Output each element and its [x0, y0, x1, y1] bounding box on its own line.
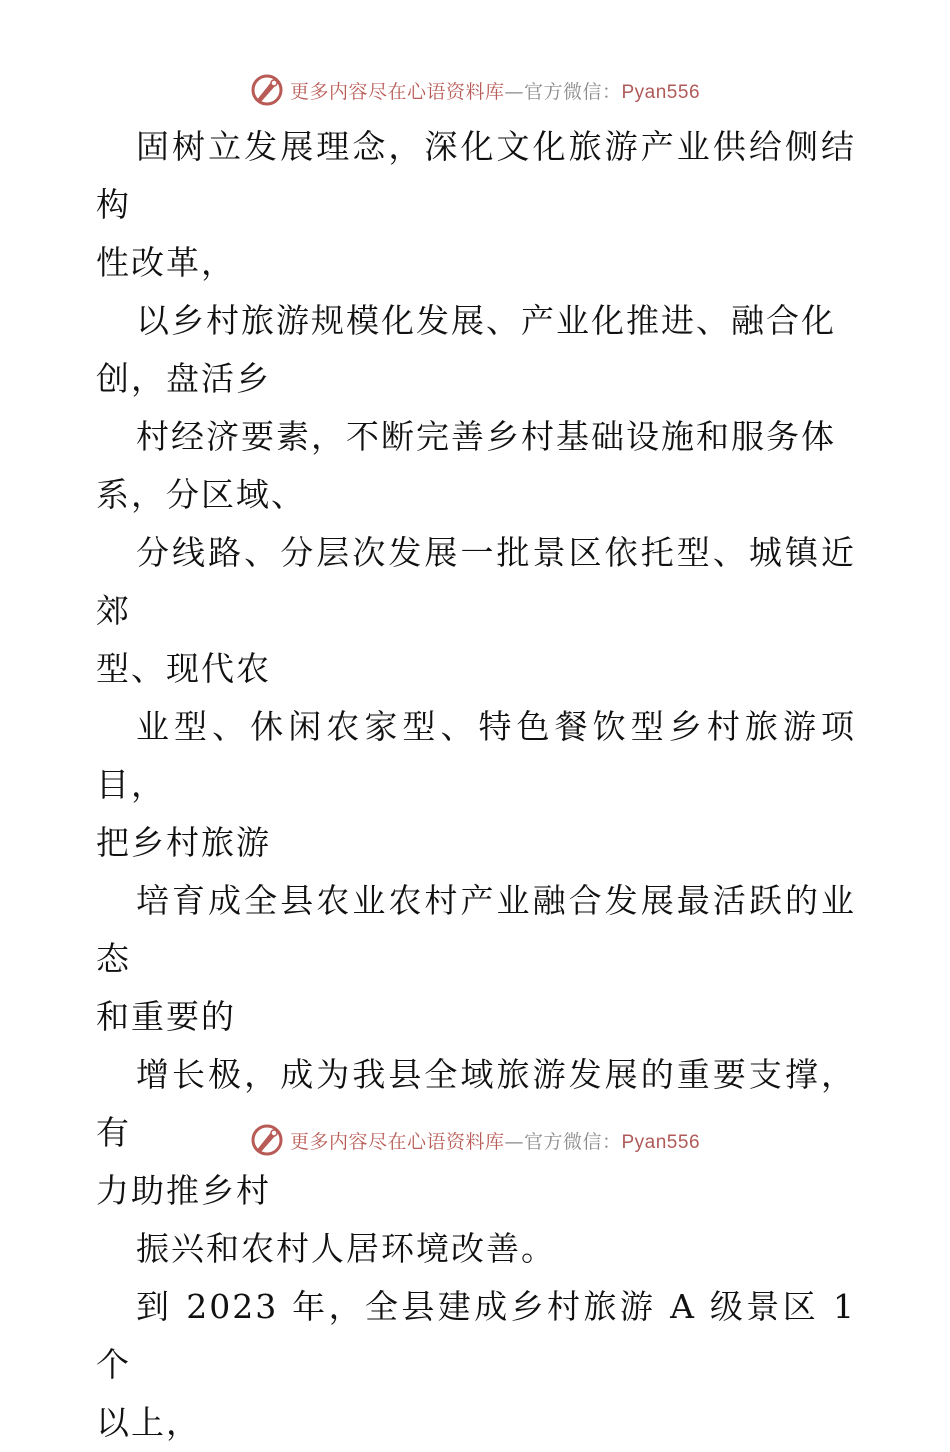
pen-logo-icon [250, 73, 284, 107]
watermark-wechat-id: Pyan556 [621, 81, 701, 103]
paragraph-continuation: 和重要的 [96, 997, 236, 1036]
footer-watermark [0, 1120, 950, 1160]
paragraph [96, 1220, 856, 1278]
paragraph [96, 524, 856, 698]
paragraph [96, 408, 856, 524]
paragraph [96, 1278, 856, 1452]
paragraph [96, 872, 856, 1046]
watermark-wechat-id: Pyan556 [621, 1131, 701, 1153]
paragraph-continuation: 型、现代农 [96, 649, 271, 688]
watermark-text [290, 1127, 700, 1154]
paragraph-first-line: 培育成全县农业农村产业融合发展最活跃的业态 [96, 881, 856, 978]
paragraph [96, 698, 856, 872]
paragraph-continuation: 把乡村旅游 [96, 823, 271, 862]
watermark-brand: 更多内容尽在心语资料库 [289, 80, 505, 103]
paragraph-continuation: 以上， [96, 1403, 201, 1442]
paragraph-continuation: 力助推乡村 [96, 1171, 271, 1210]
paragraph-first-line: 振兴和农村人居环境改善。 [136, 1229, 556, 1268]
paragraph-continuation: 创，盘活乡 [96, 359, 271, 398]
watermark-wechat-label: 官方微信： [523, 1130, 622, 1153]
watermark-dash: — [504, 1130, 524, 1153]
paragraph-first-line: 到 2023 年，全县建成乡村旅游 A 级景区 1 个 [96, 1287, 856, 1384]
paragraph-first-line: 分线路、分层次发展一批景区依托型、城镇近郊 [96, 533, 856, 630]
paragraph-first-line: 村经济要素，不断完善乡村基础设施和服务体 [136, 417, 836, 456]
watermark-brand: 更多内容尽在心语资料库 [289, 1130, 505, 1153]
paragraph-continuation: 性改革， [96, 243, 236, 282]
paragraph-first-line: 以乡村旅游规模化发展、产业化推进、融合化 [136, 301, 836, 340]
paragraph-first-line: 业型、休闲农家型、特色餐饮型乡村旅游项目， [96, 707, 856, 804]
paragraph-continuation: 系，分区域、 [96, 475, 306, 514]
document-body [96, 118, 856, 1452]
paragraph [96, 292, 856, 408]
paragraph-first-line: 增长极，成为我县全域旅游发展的重要支撑，有 [96, 1055, 856, 1152]
paragraph-first-line: 固树立发展理念，深化文化旅游产业供给侧结构 [96, 127, 856, 224]
paragraph [96, 118, 856, 292]
watermark-text [290, 77, 700, 104]
pen-logo-icon [250, 1123, 284, 1157]
watermark-dash: — [504, 80, 524, 103]
watermark-wechat-label: 官方微信： [523, 80, 622, 103]
header-watermark [0, 70, 950, 110]
